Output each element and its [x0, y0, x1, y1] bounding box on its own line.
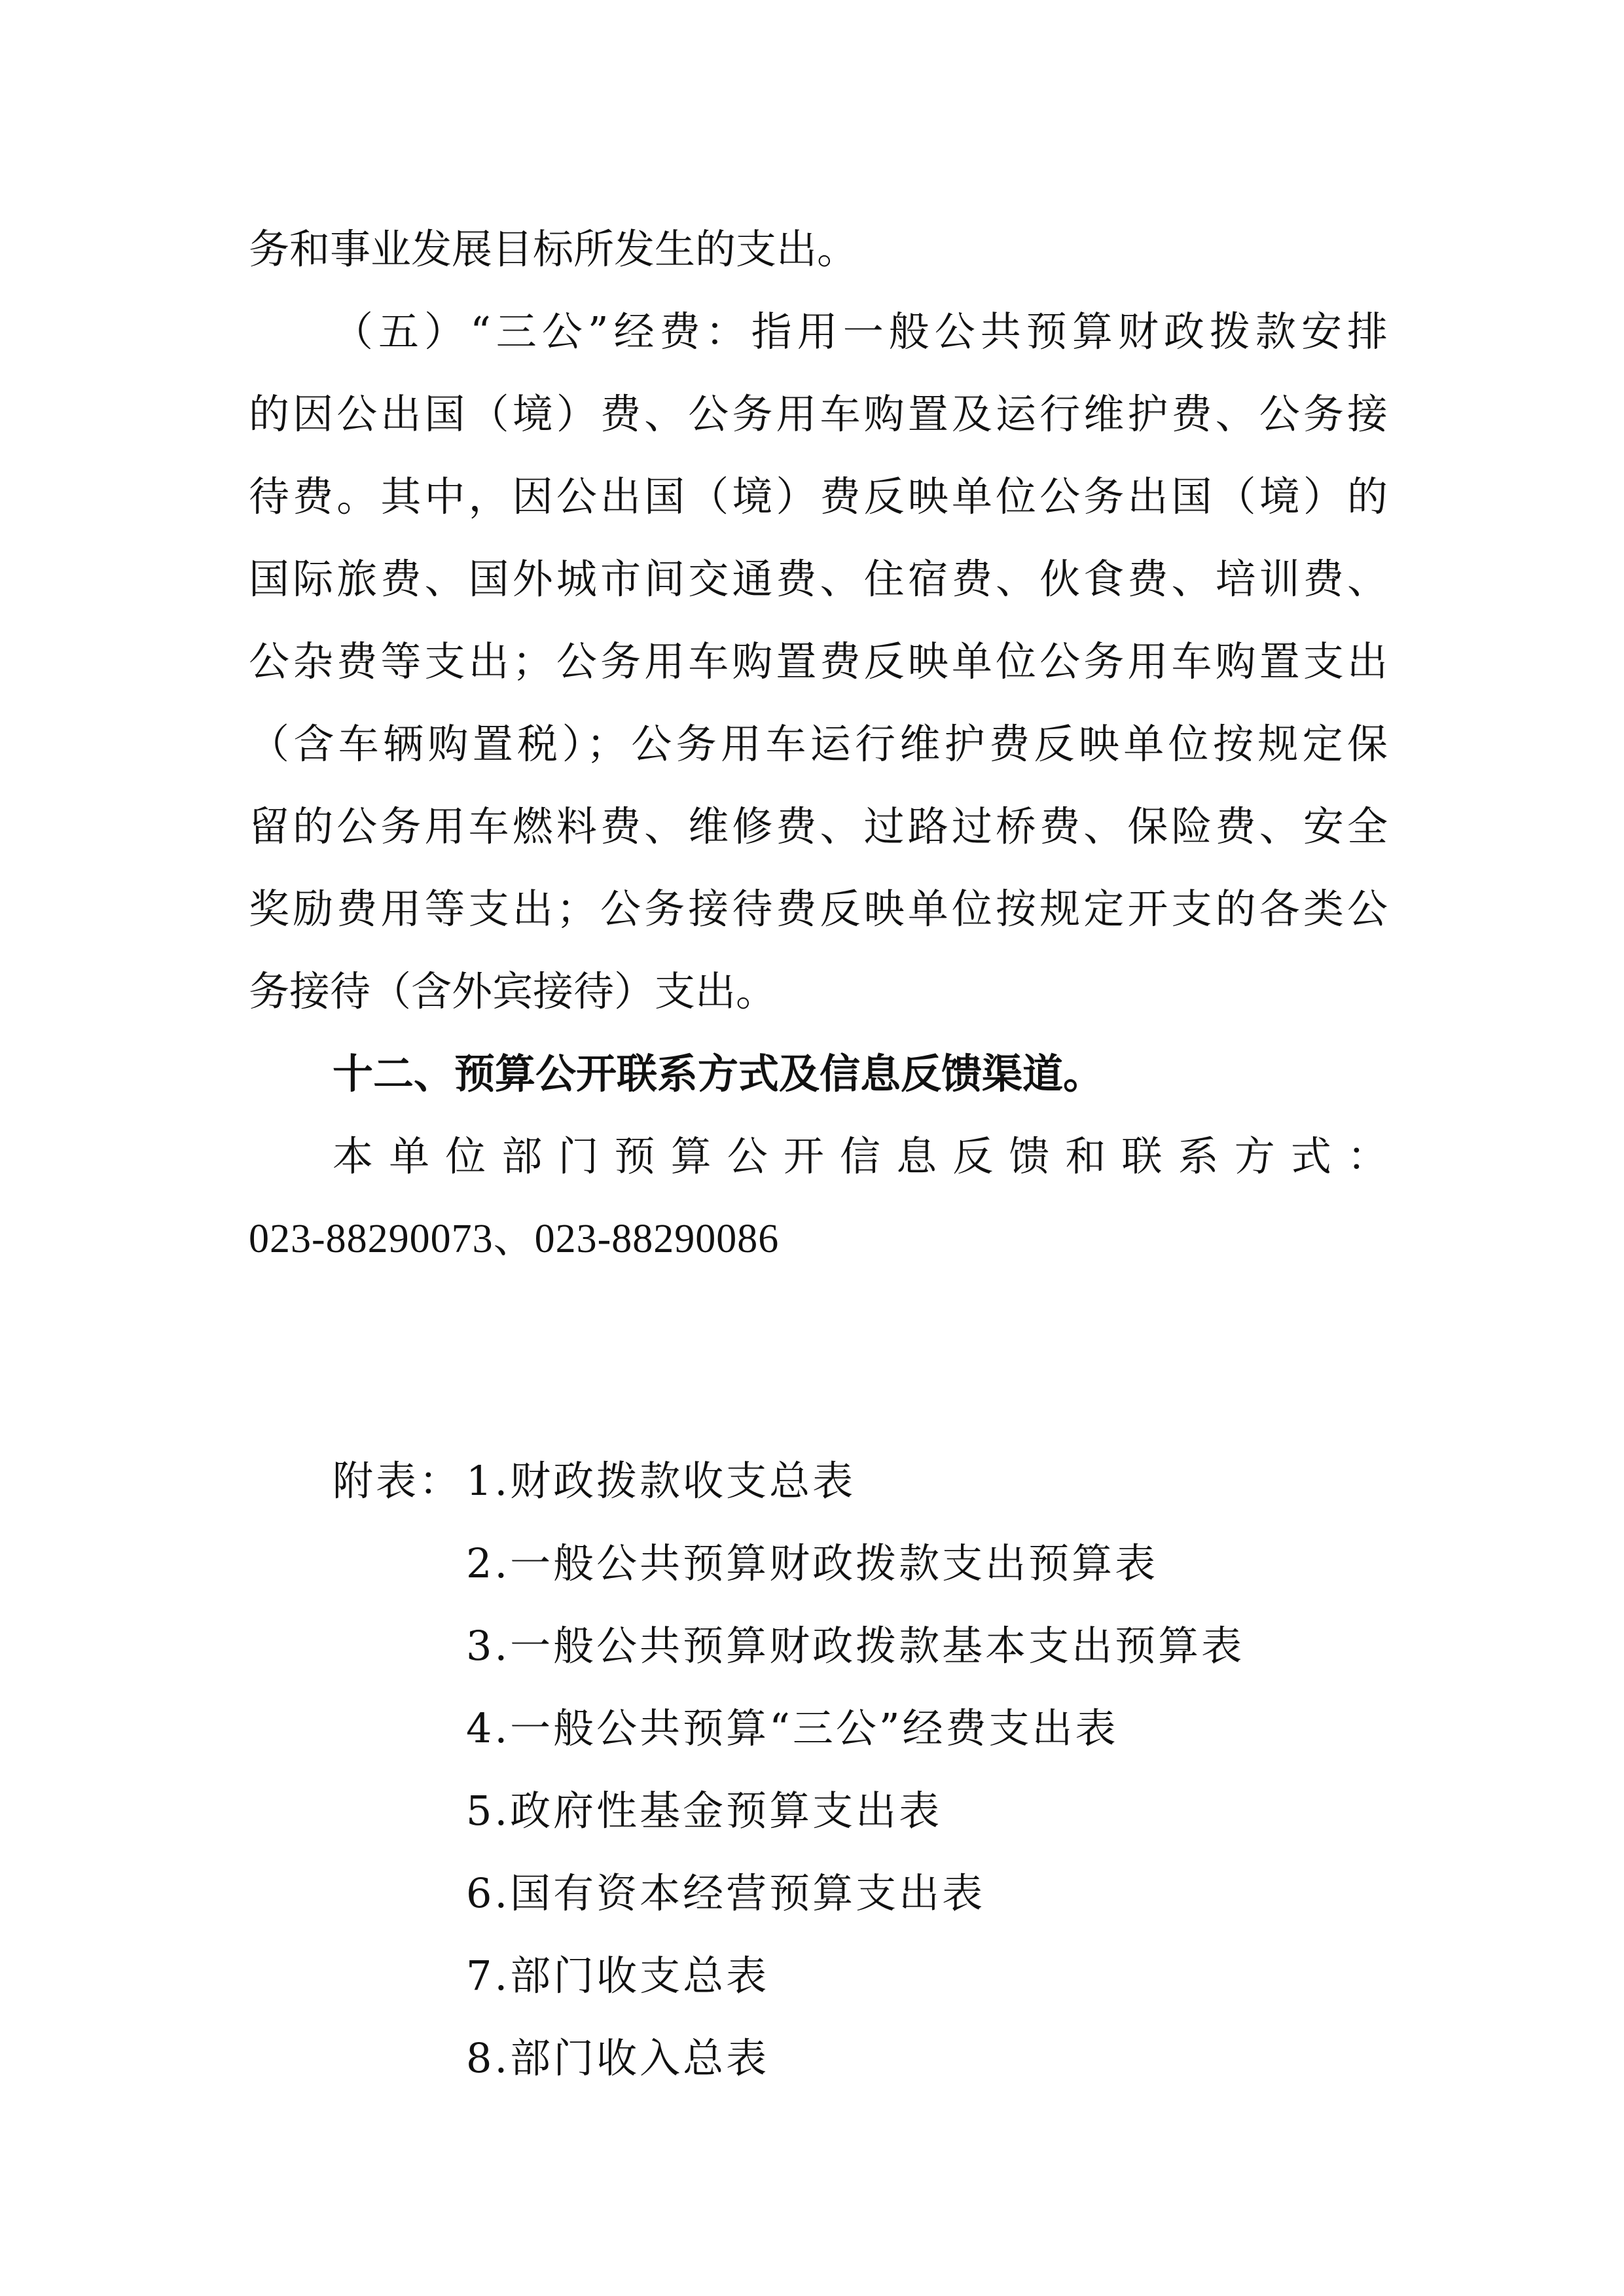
appendix-item: 7.部门收支总表	[466, 1952, 770, 2000]
appendix-item: 3.一般公共预算财政拨款基本支出预算表	[466, 1622, 1245, 1670]
paragraph-line: 奖励费用等支出；公务接待费反映单位按规定开支的各类公	[249, 885, 1388, 933]
paragraph-line: （含车辆购置税）；公务用车运行维护费反映单位按规定保	[249, 720, 1388, 768]
paragraph-line: （五）“三公”经费：指用一般公共预算财政拨款安排	[333, 308, 1388, 355]
paragraph-line: 的因公出国（境）费、公务用车购置及运行维护费、公务接	[249, 390, 1388, 438]
appendix-label: 附表：	[333, 1457, 463, 1505]
appendix-item: 8.部门收入总表	[466, 2034, 770, 2082]
paragraph-line: 留的公务用车燃料费、维修费、过路过桥费、保险费、安全	[249, 802, 1388, 850]
paragraph-line: 务接待（含外宾接待）支出。	[249, 967, 777, 1015]
paragraph-line: 公杂费等支出；公务用车购置费反映单位公务用车购置支出	[249, 637, 1388, 685]
contact-phone-numbers: 023-88290073、023-88290086	[249, 1217, 780, 1261]
paragraph-line: 待费。其中，因公出国（境）费反映单位公务出国（境）的	[249, 473, 1388, 520]
appendix-item: 1.财政拨款收支总表	[466, 1457, 856, 1505]
appendix-item: 4.一般公共预算“三公”经费支出表	[466, 1704, 1119, 1752]
appendix-item: 2.一般公共预算财政拨款支出预算表	[466, 1539, 1159, 1587]
section-heading: 十二、预算公开联系方式及信息反馈渠道。	[333, 1050, 1104, 1098]
contact-line: 本单位部门预算公开信息反馈和联系方式：	[333, 1132, 1388, 1180]
appendix-item: 5.政府性基金预算支出表	[466, 1787, 943, 1835]
appendix-item: 6.国有资本经营预算支出表	[466, 1869, 986, 1917]
paragraph-continuation: 务和事业发展目标所发生的支出。	[249, 225, 858, 273]
paragraph-line: 国际旅费、国外城市间交通费、住宿费、伙食费、培训费、	[249, 555, 1388, 603]
